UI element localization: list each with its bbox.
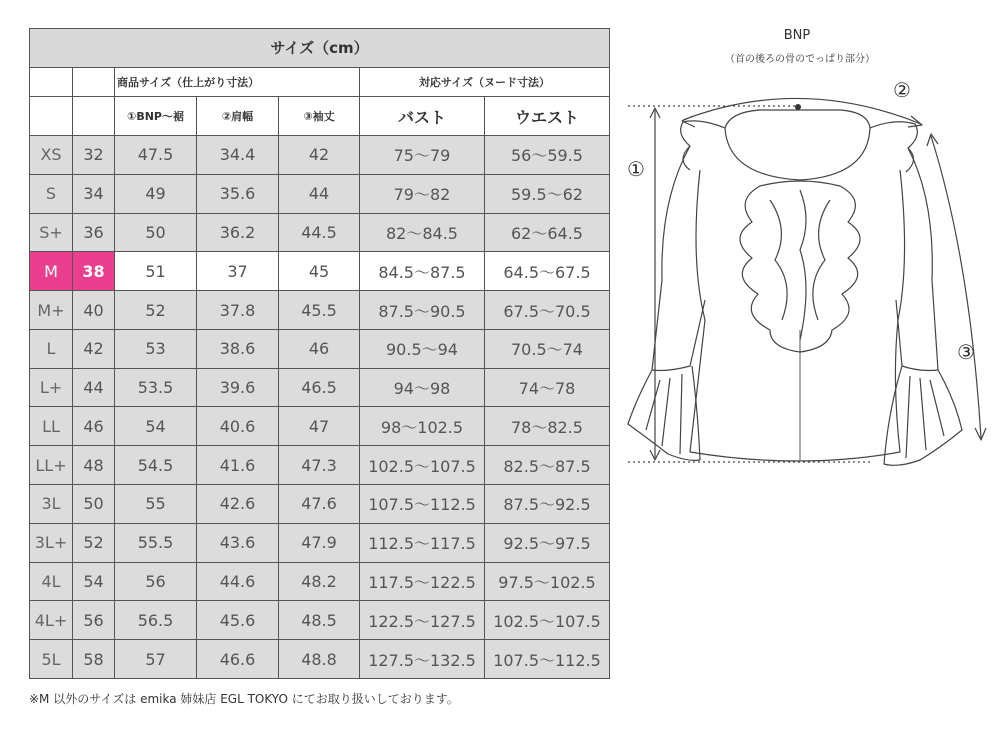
header-blank	[30, 97, 73, 136]
cell-size: LL+	[30, 446, 73, 485]
cell-shoulder: 36.2	[197, 213, 279, 252]
size-table	[29, 28, 610, 679]
header-blank	[73, 97, 115, 136]
cell-shoulder: 41.6	[197, 446, 279, 485]
cell-waist: 102.5〜107.5	[485, 601, 610, 640]
cell-sleeve: 46.5	[279, 368, 360, 407]
cell-bust: 122.5〜127.5	[360, 601, 485, 640]
table-row	[30, 485, 610, 524]
cell-shoulder: 43.6	[197, 523, 279, 562]
cell-waist: 107.5〜112.5	[485, 640, 610, 679]
jabot-ruffle	[740, 181, 860, 352]
cell-shoulder: 37	[197, 252, 279, 291]
cell-waist: 62〜64.5	[485, 213, 610, 252]
table-row	[30, 291, 610, 330]
table-row	[30, 368, 610, 407]
table-row	[30, 601, 610, 640]
header-body-size: 対応サイズ（ヌード寸法）	[360, 67, 610, 97]
cell-waist: 56〜59.5	[485, 136, 610, 175]
cell-bust: 117.5〜122.5	[360, 562, 485, 601]
cell-sleeve: 46	[279, 329, 360, 368]
cell-bust: 87.5〜90.5	[360, 291, 485, 330]
cell-sleeve: 48.5	[279, 601, 360, 640]
cell-size: L+	[30, 368, 73, 407]
cell-size: M	[30, 252, 73, 291]
cell-bnp: 52	[115, 291, 197, 330]
cell-waist: 78〜82.5	[485, 407, 610, 446]
cell-waist: 92.5〜97.5	[485, 523, 610, 562]
bnp-description: （首の後ろの骨のでっぱり部分）	[725, 54, 875, 65]
cell-num: 44	[73, 368, 115, 407]
cell-size: 5L	[30, 640, 73, 679]
table-row	[30, 562, 610, 601]
cell-bust: 90.5〜94	[360, 329, 485, 368]
table-row	[30, 640, 610, 679]
collar	[725, 110, 870, 180]
cell-num: 40	[73, 291, 115, 330]
cell-bust: 98〜102.5	[360, 407, 485, 446]
cell-shoulder: 44.6	[197, 562, 279, 601]
cell-size: 4L+	[30, 601, 73, 640]
cell-waist: 87.5〜92.5	[485, 485, 610, 524]
cell-bnp: 54	[115, 407, 197, 446]
cell-shoulder: 46.6	[197, 640, 279, 679]
cell-num: 46	[73, 407, 115, 446]
cell-size: M+	[30, 291, 73, 330]
cell-waist: 67.5〜70.5	[485, 291, 610, 330]
cell-sleeve: 45	[279, 252, 360, 291]
cell-num: 50	[73, 485, 115, 524]
table-row	[30, 446, 610, 485]
table-row	[30, 174, 610, 213]
cell-bnp: 50	[115, 213, 197, 252]
cell-sleeve: 44.5	[279, 213, 360, 252]
cell-size: L	[30, 329, 73, 368]
cell-sleeve: 45.5	[279, 291, 360, 330]
table-row	[30, 407, 610, 446]
cell-bnp: 53.5	[115, 368, 197, 407]
table-row	[30, 523, 610, 562]
cell-waist: 70.5〜74	[485, 329, 610, 368]
cell-bust: 112.5〜117.5	[360, 523, 485, 562]
cell-size: 3L	[30, 485, 73, 524]
cell-num: 58	[73, 640, 115, 679]
cell-bnp: 53	[115, 329, 197, 368]
cell-bnp: 57	[115, 640, 197, 679]
cell-sleeve: 47.6	[279, 485, 360, 524]
right-sleeve	[896, 148, 938, 371]
cell-waist: 64.5〜67.5	[485, 252, 610, 291]
header-blank	[30, 67, 73, 97]
cell-num: 34	[73, 174, 115, 213]
cell-num: 36	[73, 213, 115, 252]
cell-bust: 102.5〜107.5	[360, 446, 485, 485]
cell-sleeve: 42	[279, 136, 360, 175]
cell-bust: 127.5〜132.5	[360, 640, 485, 679]
cell-bust: 82〜84.5	[360, 213, 485, 252]
cell-num: 48	[73, 446, 115, 485]
cell-num: 54	[73, 562, 115, 601]
cell-bust: 84.5〜87.5	[360, 252, 485, 291]
cell-bust: 75〜79	[360, 136, 485, 175]
cell-sleeve: 47	[279, 407, 360, 446]
cell-size: 4L	[30, 562, 73, 601]
sleeve-arc	[931, 136, 981, 438]
cell-shoulder: 40.6	[197, 407, 279, 446]
cell-waist: 59.5〜62	[485, 174, 610, 213]
header-bnp: ①BNP〜裾	[115, 97, 197, 136]
cell-bnp: 55.5	[115, 523, 197, 562]
cell-bnp: 56	[115, 562, 197, 601]
cell-bust: 79〜82	[360, 174, 485, 213]
header-waist: ウエスト	[485, 97, 610, 136]
cell-bnp: 54.5	[115, 446, 197, 485]
cell-shoulder: 38.6	[197, 329, 279, 368]
cell-num: 32	[73, 136, 115, 175]
header-shoulder: ②肩幅	[197, 97, 279, 136]
cell-shoulder: 39.6	[197, 368, 279, 407]
cell-size: S	[30, 174, 73, 213]
marker-2-label: ②	[893, 78, 911, 102]
cell-sleeve: 48.8	[279, 640, 360, 679]
cell-num: 38	[73, 252, 115, 291]
bnp-label: BNP	[783, 28, 811, 43]
header-bust: バスト	[360, 97, 485, 136]
cell-num: 52	[73, 523, 115, 562]
shoulder-arc	[683, 98, 921, 124]
cell-waist: 97.5〜102.5	[485, 562, 610, 601]
table-title: サイズ（cm）	[30, 29, 610, 68]
cell-bnp: 47.5	[115, 136, 197, 175]
cell-bnp: 49	[115, 174, 197, 213]
blouse-body	[690, 170, 905, 461]
header-sleeve: ③袖丈	[279, 97, 360, 136]
cell-size: 3L+	[30, 523, 73, 562]
cell-bust: 107.5〜112.5	[360, 485, 485, 524]
cell-shoulder: 45.6	[197, 601, 279, 640]
cell-shoulder: 42.6	[197, 485, 279, 524]
cell-shoulder: 37.8	[197, 291, 279, 330]
cell-shoulder: 34.4	[197, 136, 279, 175]
cell-size: XS	[30, 136, 73, 175]
header-product-size: 商品サイズ（仕上がり寸法）	[115, 67, 360, 97]
cell-waist: 82.5〜87.5	[485, 446, 610, 485]
table-row	[30, 329, 610, 368]
blouse-diagram	[620, 80, 990, 480]
cell-bnp: 56.5	[115, 601, 197, 640]
cell-sleeve: 44	[279, 174, 360, 213]
cell-waist: 74〜78	[485, 368, 610, 407]
bnp-dot	[795, 104, 801, 110]
cell-sleeve: 47.9	[279, 523, 360, 562]
cell-size: S+	[30, 213, 73, 252]
footnote: ※M 以外のサイズは emika 姉妹店 EGL TOKYO にてお取り扱いしております。	[29, 692, 459, 706]
cell-num: 42	[73, 329, 115, 368]
cell-sleeve: 48.2	[279, 562, 360, 601]
table-row	[30, 213, 610, 252]
table-row	[30, 136, 610, 175]
header-blank	[73, 67, 115, 97]
cell-bnp: 55	[115, 485, 197, 524]
cell-bnp: 51	[115, 252, 197, 291]
marker-1-label: ①	[627, 157, 645, 181]
table-row	[30, 252, 610, 291]
cell-size: LL	[30, 407, 73, 446]
cell-num: 56	[73, 601, 115, 640]
cell-shoulder: 35.6	[197, 174, 279, 213]
cell-sleeve: 47.3	[279, 446, 360, 485]
cell-bust: 94〜98	[360, 368, 485, 407]
marker-3-label: ③	[957, 340, 975, 364]
